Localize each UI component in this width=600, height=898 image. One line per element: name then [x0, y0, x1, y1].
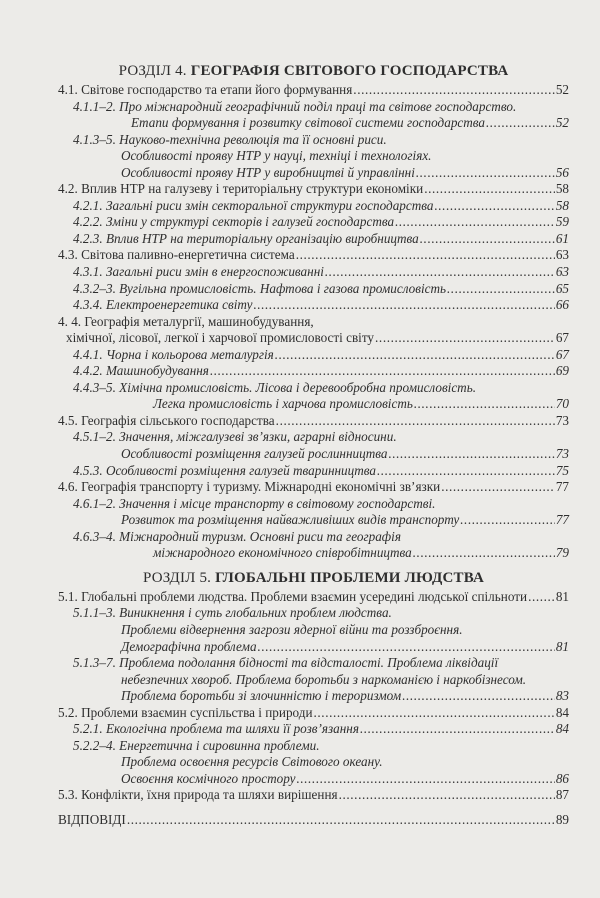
dot-leader — [377, 463, 555, 480]
toc-entry[interactable] — [58, 247, 569, 264]
toc-entry-title: Демографічна проблема — [121, 638, 257, 654]
toc-entry-title: 4.2. Вплив НТР на галузеву і територіальну структури економіки — [58, 181, 424, 197]
toc-subentry[interactable] — [58, 115, 569, 132]
toc-entry-title: 4.6.3–4. Міжнародний туризм. Основні риси та географія — [73, 528, 401, 544]
toc-entry-title: 4.3.1. Загальні риси змін в енергоспоживанні — [73, 264, 324, 280]
dot-leader — [447, 281, 555, 298]
section-5-heading — [58, 567, 569, 589]
page-number: 66 — [555, 297, 569, 313]
toc-subentry[interactable] — [58, 639, 569, 656]
toc-subentry[interactable] — [58, 446, 569, 463]
toc-subentry[interactable] — [58, 463, 569, 480]
toc-subentry[interactable] — [58, 688, 569, 705]
dot-leader — [276, 413, 555, 430]
page-number: 61 — [555, 230, 569, 246]
toc-entry-title: 4.1.3–5. Науково-технічна революція та її основні риси. — [73, 131, 387, 147]
toc-subentry[interactable] — [58, 231, 569, 248]
toc-subentry-line — [58, 148, 569, 165]
page-number: 63 — [555, 247, 569, 263]
toc-entry[interactable] — [58, 589, 569, 606]
page-number: 73 — [555, 412, 569, 428]
page-number: 77 — [555, 512, 569, 528]
dot-leader — [360, 721, 555, 738]
page-number: 87 — [555, 787, 569, 803]
section-5-prefix: РОЗДІЛ 5. — [142, 569, 212, 586]
toc-entry-answers[interactable] — [58, 812, 569, 829]
dot-leader — [388, 446, 554, 463]
page-number: 69 — [555, 363, 569, 379]
toc-subentry-line — [58, 605, 569, 622]
section-4-title: ГЕОГРАФІЯ СВІТОВОГО ГОСПОДАРСТВА — [190, 63, 509, 79]
page-number: 86 — [555, 770, 569, 786]
toc-entry-title: 4.2.2. Зміни у структурі секторів і галузей господарства — [73, 214, 395, 230]
dot-leader — [375, 330, 555, 347]
toc-subentry[interactable] — [58, 214, 569, 231]
page-number: 89 — [555, 811, 569, 827]
toc-entry[interactable] — [58, 330, 569, 347]
toc-entry-title: ВІДПОВІДІ — [58, 811, 126, 827]
toc-entry-title: Етапи формування і розвитку світової системи господарства — [131, 115, 486, 131]
toc-subentry-line — [58, 380, 569, 397]
toc-subentry-line — [58, 672, 569, 689]
toc-subentry[interactable] — [58, 281, 569, 298]
section-4-heading — [58, 60, 569, 82]
page-number: 73 — [555, 446, 569, 462]
toc-entry-title: 4.3.2–3. Вугільна промисловість. Нафтова і газова промисловість — [73, 280, 447, 296]
dot-leader — [258, 639, 555, 656]
toc-subentry-line — [58, 429, 569, 446]
toc-subentry-line — [58, 738, 569, 755]
page-number: 56 — [555, 164, 569, 180]
page-number: 63 — [555, 264, 569, 280]
toc-entry[interactable] — [58, 479, 569, 496]
toc-entry-title: міжнародного економічного співробітництва — [153, 545, 412, 561]
dot-leader — [314, 705, 555, 722]
dot-leader — [402, 688, 555, 705]
toc-subentry[interactable] — [58, 198, 569, 215]
dot-leader — [420, 231, 555, 248]
toc-entry-title: Розвиток та розміщення найважливіших видів транспорту — [121, 512, 460, 528]
toc-entry-title: 4.3.4. Електроенергетика світу — [73, 297, 253, 313]
toc-entry[interactable] — [58, 181, 569, 198]
toc-entry-line — [58, 314, 569, 331]
page-number: 70 — [555, 396, 569, 412]
toc-entry-title: Проблеми відвернення загрози ядерної війни та роззброєння. — [121, 621, 463, 637]
toc-entry-title: 5.2.1. Екологічна проблема та шляхи її розв’язання — [73, 721, 359, 737]
toc-entry-title: 4.1. Світове господарство та етапи його формування — [58, 82, 353, 97]
dot-leader — [424, 181, 555, 198]
dot-leader — [395, 214, 555, 231]
dot-leader — [413, 545, 555, 562]
dot-leader — [325, 264, 555, 281]
toc-subentry[interactable] — [58, 771, 569, 788]
toc-entry-title: 4.4.1. Чорна і кольорова металургія — [73, 346, 274, 362]
toc-entry-title: Особливості розміщення галузей рослинництва — [121, 446, 388, 462]
toc-entry-title: 5.1.3–7. Проблема подолання бідності та відсталості. Проблема ліквідації — [73, 655, 499, 671]
toc-subentry-line — [58, 496, 569, 513]
toc-entry-title: Проблема освоєння ресурсів Світового океану. — [121, 754, 383, 770]
dot-leader — [486, 115, 555, 132]
page-number: 65 — [555, 280, 569, 296]
toc-entry-title: хімічної, лісової, легкої і харчової промисловості світу — [66, 330, 375, 346]
page-number: 75 — [555, 462, 569, 478]
toc-subentry[interactable] — [58, 396, 569, 413]
toc-entry-title: Проблема боротьби зі злочинністю і тероризмом — [121, 688, 402, 704]
page-number: 67 — [555, 346, 569, 362]
toc-entry-title: 5.2. Проблеми взаємин суспільства і природи — [58, 704, 313, 720]
toc-subentry[interactable] — [58, 545, 569, 562]
toc-subentry[interactable] — [58, 363, 569, 380]
toc-entry-title: Особливості прояву НТР у виробництві й управлінні — [121, 164, 415, 180]
toc-subentry-line — [58, 99, 569, 116]
toc-subentry[interactable] — [58, 721, 569, 738]
page-number: 79 — [555, 545, 569, 561]
table-of-contents — [58, 60, 569, 829]
toc-entry-title: Освоєння космічного простору — [121, 770, 296, 786]
page-number: 52 — [555, 82, 569, 97]
toc-subentry[interactable] — [58, 347, 569, 364]
page-number: 67 — [555, 330, 569, 346]
toc-subentry-line — [58, 622, 569, 639]
dot-leader — [416, 165, 555, 182]
toc-subentry[interactable] — [58, 297, 569, 314]
page-number: 84 — [555, 721, 569, 737]
toc-entry-title: 4. 4. Географія металургії, машинобудування, — [58, 313, 314, 329]
dot-leader — [435, 198, 555, 215]
page-number: 58 — [555, 197, 569, 213]
toc-entry-title: 5.1. Глобальні проблеми людства. Проблеми взаємин усередині людської спільноти — [58, 588, 528, 604]
page-number: 81 — [555, 638, 569, 654]
toc-entry-title: 4.4.2. Машинобудування — [73, 363, 209, 379]
page-number: 83 — [555, 688, 569, 704]
page-number: 77 — [555, 479, 569, 495]
toc-entry-title: 4.2.1. Загальні риси змін секторальної структури господарства — [73, 197, 434, 213]
toc-entry-title: 5.1.1–3. Виникнення і суть глобальних проблем людства. — [73, 605, 392, 621]
dot-leader — [441, 479, 555, 496]
toc-subentry-line — [58, 529, 569, 546]
toc-entry-title: 4.4.3–5. Хімічна промисловість. Лісова і деревообробна промисловість. — [73, 379, 477, 395]
toc-entry-title: 4.6.1–2. Значення і місце транспорту в світовому господарстві. — [73, 495, 436, 511]
toc-subentry[interactable] — [58, 264, 569, 281]
dot-leader — [528, 589, 555, 606]
toc-entry-title: Легка промисловість і харчова промисловість — [153, 396, 413, 412]
dot-leader — [296, 247, 555, 264]
toc-entry-title: 5.2.2–4. Енергетична і сировинна проблеми. — [73, 737, 320, 753]
toc-entry-title: 4.3. Світова паливно-енергетична система — [58, 247, 295, 263]
toc-entry-title: 5.3. Конфлікти, їхня природа та шляхи вирішення — [58, 787, 338, 803]
dot-leader — [127, 812, 555, 829]
dot-leader — [253, 297, 554, 314]
toc-entry-title: 4.5.1–2. Значення, міжгалузеві зв’язки, аграрні відносини. — [73, 429, 397, 445]
page-number: 84 — [555, 704, 569, 720]
toc-entry[interactable] — [58, 787, 569, 804]
toc-subentry-line — [58, 132, 569, 149]
page-number: 52 — [555, 115, 569, 131]
toc-entry-title: небезпечних хвороб. Проблема боротьби з наркоманією і наркобізнесом. — [121, 671, 527, 687]
section-4-prefix: РОЗДІЛ 4. — [118, 63, 187, 79]
toc-entry[interactable] — [58, 413, 569, 430]
page-number: 58 — [555, 181, 569, 197]
dot-leader — [296, 771, 554, 788]
dot-leader — [414, 396, 555, 413]
toc-entry-title: 4.2.3. Вплив НТР на територіальну організацію виробництва — [73, 230, 419, 246]
dot-leader — [210, 363, 555, 380]
toc-subentry[interactable] — [58, 512, 569, 529]
toc-entry[interactable] — [58, 82, 569, 99]
toc-entry-title: Особливості прояву НТР у науці, техніці і технологіях. — [121, 148, 432, 164]
toc-entry-title: 4.5. Географія сільського господарства — [58, 412, 275, 428]
toc-entry-title: 4.5.3. Особливості розміщення галузей тваринництва — [73, 462, 376, 478]
toc-subentry-line — [58, 655, 569, 672]
toc-subentry-line — [58, 754, 569, 771]
toc-entry-title: 4.1.1–2. Про міжнародний географічний поділ праці та світове господарство. — [73, 98, 517, 114]
dot-leader — [460, 512, 555, 529]
page-number: 59 — [555, 214, 569, 230]
toc-subentry[interactable] — [58, 165, 569, 182]
section-5-title: ГЛОБАЛЬНІ ПРОБЛЕМИ ЛЮДСТВА — [215, 569, 485, 586]
dot-leader — [339, 787, 555, 804]
toc-entry-title: 4.6. Географія транспорту і туризму. Міжнародні економічні зв’язки — [58, 479, 441, 495]
dot-leader — [275, 347, 555, 364]
toc-entry[interactable] — [58, 705, 569, 722]
dot-leader — [353, 82, 555, 99]
page-number: 81 — [555, 588, 569, 604]
